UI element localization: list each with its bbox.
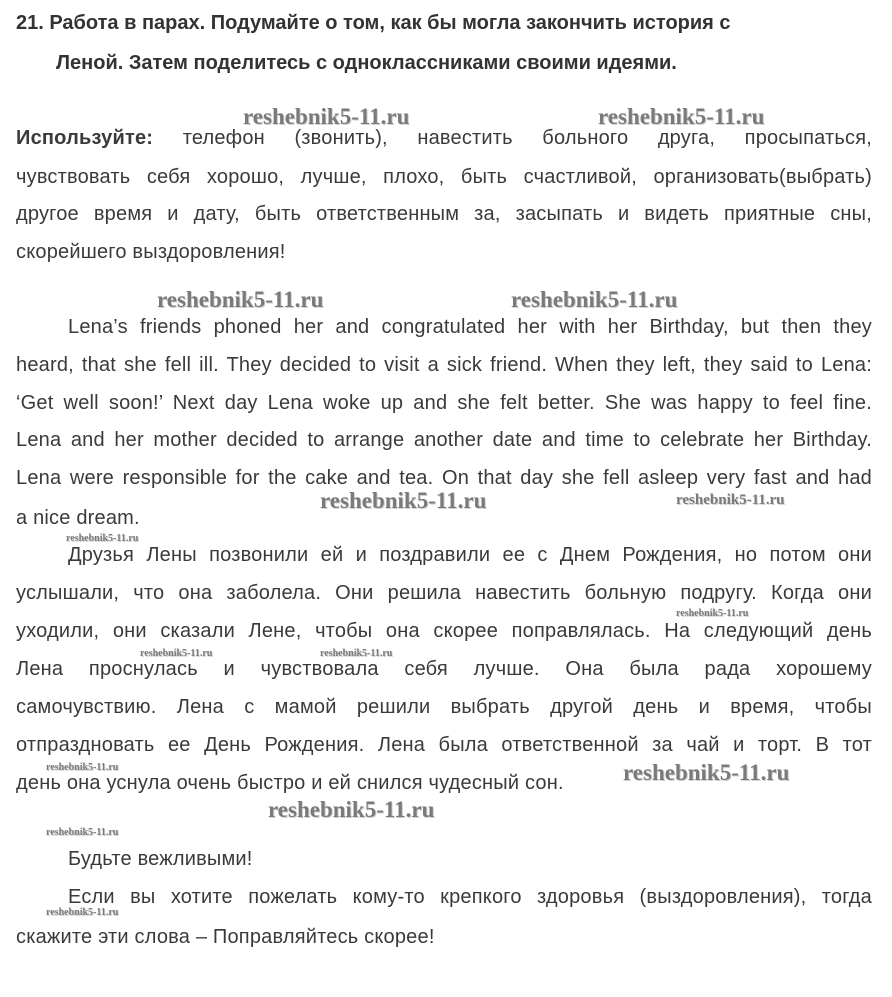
english-line-6: a nice dream. xyxy=(16,507,140,529)
task-title-line-1: 21. Работа в парах. Подумайте о том, как бы могла закончить история с xyxy=(16,12,731,34)
watermark: reshebnik5-11.ru xyxy=(320,648,393,659)
politeness-line-2: скажите эти слова – Поправляйтесь скорее! xyxy=(16,926,435,948)
use-line-2: чувствовать себя хорошо, лучше, плохо, быть счастливой, организовать(выбрать) xyxy=(16,166,872,188)
watermark: reshebnik5-11.ru xyxy=(243,104,410,129)
watermark: reshebnik5-11.ru xyxy=(66,533,139,544)
use-line-1 xyxy=(16,127,872,150)
watermark: reshebnik5-11.ru xyxy=(140,648,213,659)
russian-line-7: день она уснула очень быстро и ей снился чудесный сон. xyxy=(16,772,564,794)
watermark: reshebnik5-11.ru xyxy=(46,907,119,918)
watermark: reshebnik5-11.ru xyxy=(676,608,749,619)
watermark: reshebnik5-11.ru xyxy=(598,104,765,129)
english-line-4: Lena and her mother decided to arrange another date and time to celebrate her Birthday. xyxy=(16,429,872,451)
watermark: reshebnik5-11.ru xyxy=(268,797,435,822)
russian-line-1: Друзья Лены позвонили ей и поздравили ее с Днем Рождения, но потом они xyxy=(68,544,872,566)
english-line-1: Lena’s friends phoned her and congratulated her with her Birthday, but then they xyxy=(68,316,872,338)
politeness-line-1: Если вы хотите пожелать кому-то крепкого здоровья (выздоровления), тогда xyxy=(68,886,872,908)
use-label: Используйте: xyxy=(16,127,154,149)
watermark: reshebnik5-11.ru xyxy=(511,287,678,312)
watermark: reshebnik5-11.ru xyxy=(46,762,119,773)
russian-line-6: отпраздновать ее День Рождения. Лена была ответственной за чай и торт. В тот xyxy=(16,734,872,756)
task-title-line-2: Леной. Затем поделитесь с одноклассниками своими идеями. xyxy=(56,52,677,74)
use-line-4: скорейшего выздоровления! xyxy=(16,241,286,263)
russian-line-4: Лена проснулась и чувствовала себя лучше. Она была рада хорошему xyxy=(16,658,872,680)
watermark: reshebnik5-11.ru xyxy=(623,760,790,785)
watermark: reshebnik5-11.ru xyxy=(157,287,324,312)
english-line-5: Lena were responsible for the cake and tea. On that day she fell asleep very fast and had xyxy=(16,467,872,489)
politeness-heading: Будьте вежливыми! xyxy=(68,848,253,870)
use-text-1: телефон (звонить), навестить больного друга, просыпаться, xyxy=(182,127,872,149)
watermark: reshebnik5-11.ru xyxy=(320,488,487,513)
russian-line-5: самочувствию. Лена с мамой решили выбрать другой день и время, чтобы xyxy=(16,696,872,718)
english-line-2: heard, that she fell ill. They decided to visit a sick friend. When they left, they said to Lena: xyxy=(16,354,872,376)
watermark: reshebnik5-11.ru xyxy=(676,492,785,508)
russian-line-3: уходили, они сказали Лене, чтобы она скорее поправлялась. На следующий день xyxy=(16,620,872,642)
use-line-3: другое время и дату, быть ответственным за, засыпать и видеть приятные сны, xyxy=(16,203,872,225)
english-line-3: ‘Get well soon!’ Next day Lena woke up and she felt better. She was happy to feel fine. xyxy=(16,392,872,414)
russian-line-2: услышали, что она заболела. Они решила навестить больную подругу. Когда они xyxy=(16,582,872,604)
watermark: reshebnik5-11.ru xyxy=(46,827,119,838)
